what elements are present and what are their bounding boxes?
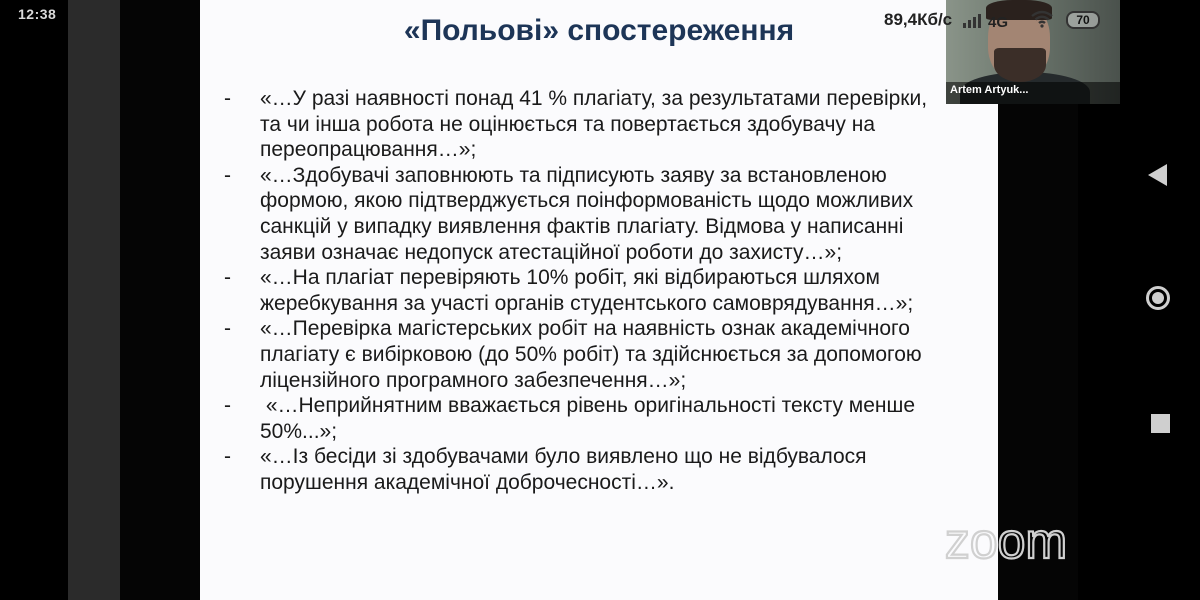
left-stripe xyxy=(68,0,120,600)
bullet-item xyxy=(224,316,984,393)
bullet-line: заяви означає недопуск атестаційної роботи до захисту…»; xyxy=(260,240,843,264)
bullet-line: «…Неприйнятним вважається рівень оригінальності тексту менше xyxy=(260,394,916,418)
bullet-line: порушення академічної доброчесності…». xyxy=(260,470,675,494)
status-time: 12:38 xyxy=(18,6,57,22)
bullet-line: «…На плагіат перевіряють 10% робіт, які відбираються шляхом xyxy=(260,266,880,290)
bullet-item xyxy=(224,444,984,495)
participant-name: Artem Artyuk... xyxy=(950,84,1029,96)
bullet-marker: - xyxy=(224,87,231,110)
signal-icon xyxy=(962,12,986,28)
bullet-line: плагіату є вибірковою (до 50% робіт) та здійснюється за допомогою xyxy=(260,342,922,366)
back-icon[interactable] xyxy=(1148,164,1167,186)
left-letterbox xyxy=(120,0,200,600)
network-speed: 89,4Кб/с xyxy=(884,10,953,29)
bullet-line: жеребкування за участі органів студентського самоврядування…»; xyxy=(260,291,914,315)
wifi-icon xyxy=(1030,10,1054,28)
bullet-line: «…Перевірка магістерських робіт на наявність ознак академічного xyxy=(260,317,910,341)
bullet-line: ліцензійного програмного забезпечення…»; xyxy=(260,368,687,392)
slide-title: «Польові» спостереження xyxy=(403,14,795,47)
bullet-line: «…У разі наявності понад 41 % плагіату, за результатами перевірки, xyxy=(260,87,928,110)
network-type: 4G xyxy=(988,14,1009,31)
bullet-item xyxy=(224,163,984,265)
bullet-line: санкцій у випадку виявлення фактів плагіату. Відмова у написанні xyxy=(260,214,904,238)
bullet-marker: - xyxy=(224,317,231,341)
participant-beard xyxy=(994,48,1046,82)
bullet-item xyxy=(224,393,984,444)
bullet-line: формою, якою підтверджується поінформованість щодо можливих xyxy=(260,189,914,213)
bullet-marker: - xyxy=(224,445,231,469)
bullet-marker: - xyxy=(224,394,231,418)
slide-bullet-list xyxy=(224,86,984,496)
bullet-item xyxy=(224,265,984,316)
bullet-line: та чи інша робота не оцінюється та повертається здобувачу на xyxy=(260,112,875,136)
bullet-line: «…Із бесіди зі здобувачами було виявлено що не відбувалося xyxy=(260,445,867,469)
bullet-line: «…Здобувачі заповнюють та підписують заяву за встановленою xyxy=(260,163,887,187)
recent-apps-icon[interactable] xyxy=(1151,414,1170,433)
bullet-item xyxy=(224,86,984,163)
bullet-line: переопрацювання…»; xyxy=(260,138,477,162)
home-icon[interactable] xyxy=(1146,286,1170,310)
bullet-marker: - xyxy=(224,163,231,187)
zoom-logo-text: zoom xyxy=(944,518,1068,568)
battery-icon: 70 xyxy=(1066,11,1100,29)
zoom-logo xyxy=(922,518,1090,568)
bullet-line: 50%...»; xyxy=(260,419,338,443)
bullet-marker: - xyxy=(224,266,231,290)
shared-screen-slide xyxy=(200,0,998,600)
